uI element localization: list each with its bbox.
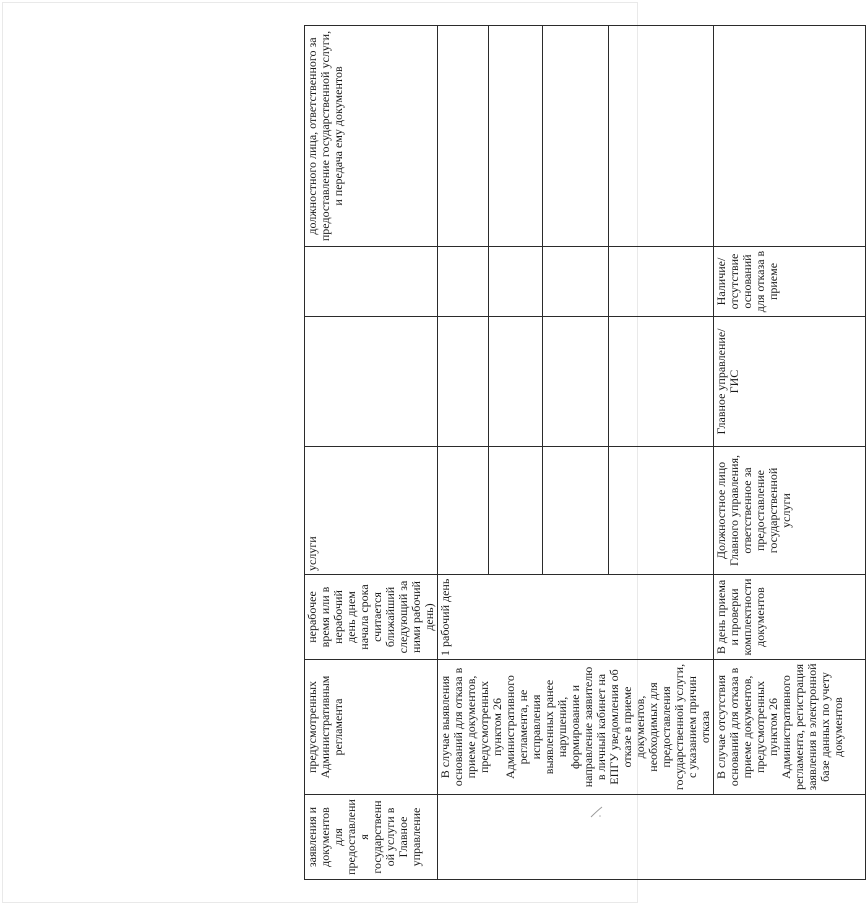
table-cell [438,575,714,660]
table-cell [305,795,438,880]
table-cell [714,247,866,317]
table-cell [609,247,714,317]
table-cell [438,317,489,447]
table-cell [542,447,608,575]
cell-text: В случае отсутствия оснований для отказа в приеме документов, предусмотренных пунктом 26 Административного регламента, регистрация заявления в электронной базе данных по учету документов [714,663,845,791]
cell-text: Главное управление/ГИС [714,328,741,435]
cell-text: Наличие/отсутствие оснований для отказа в приеме [714,250,780,313]
table-cell [438,660,714,795]
cell-text: должностного лица, ответственного за предоставление государственной услуги, и передача ему документов [305,30,345,242]
table-row [714,26,866,880]
table-cell [305,447,438,575]
table-cell [714,447,866,575]
table-cell [305,660,438,795]
rotated-page-sheet [304,26,845,880]
pen-mark [589,805,605,819]
table-row [438,26,489,880]
table-cell [488,247,542,317]
cell-text: нерабочее время или в нерабочий день днем начала срока считается ближайший следующий за ними рабочий день) [305,580,436,654]
cell-text: заявления и документов для предоставления государственной услуги в Главное управление [305,799,423,875]
cell-text: 1 рабочий день [438,578,452,656]
table-cell [609,447,714,575]
procedure-table [304,25,866,880]
table-cell [438,247,489,317]
table-cell [542,26,608,247]
table-cell [305,317,438,447]
table-cell [714,26,866,247]
table-cell [305,26,438,247]
table-cell [488,26,542,247]
table-cell [305,575,438,660]
table-cell [488,447,542,575]
cell-text: В случае выявления оснований для отказа в приеме документов, предусмотренных пунктом 26 Административного регламента, не исправления выявленных ранее нарушений, формирование и направление заявителю в личный кабинет на ЕПГУ уведомления об отказе в приеме документов, необходимых для предоставления государственной услуги, с указанием причин отказа [438,663,712,791]
table-cell [305,247,438,317]
cell-text: Должностное лицо Главного управления, ответственное за предоставление государственной услуги [714,455,793,566]
table-row [305,26,438,880]
table-cell [609,26,714,247]
table-cell [714,317,866,447]
table-cell [542,247,608,317]
cell-text: В день приема и проверки комплектности документов [714,578,767,656]
table-cell [488,317,542,447]
table-cell [438,447,489,575]
table-cell [609,317,714,447]
table-cell [438,795,866,880]
cell-text: услуги [305,536,319,571]
table-cell [714,575,866,660]
table-cell [714,660,866,795]
table-cell [542,317,608,447]
cell-text: предусмотренных Административным регламента [305,675,345,779]
table-cell [438,26,489,247]
